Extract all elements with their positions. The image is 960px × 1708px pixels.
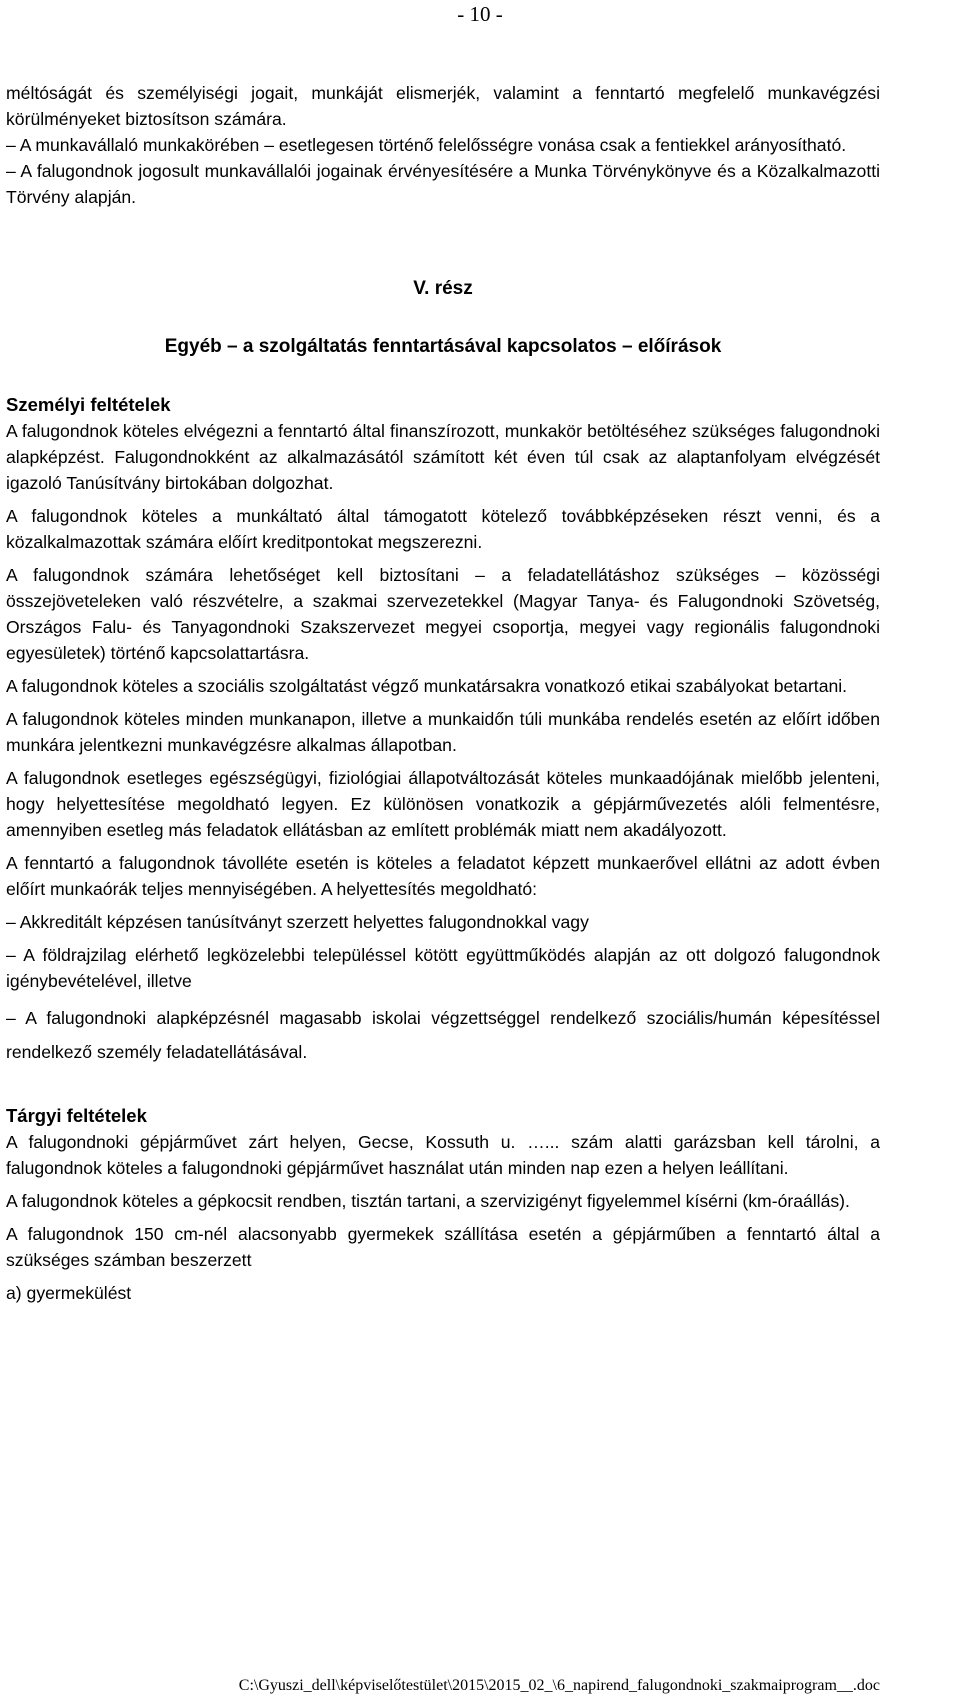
body-paragraph: A falugondnok 150 cm-nél alacsonyabb gyermekek szállítása esetén a gépjárműben a fenntartó által a szükséges számban beszerzett bbox=[6, 1224, 880, 1270]
list-item: – A földrajzilag elérhető legközelebbi településsel kötött együttműködés alapján az ott dolgozó falugondnok igénybevételével, illetve bbox=[6, 945, 880, 991]
section-heading-personal: Személyi feltételek bbox=[6, 394, 171, 415]
part-title: V. rész bbox=[413, 278, 473, 299]
body-paragraph: A falugondnoki gépjárművet zárt helyen, Gecse, Kossuth u. …... szám alatti garázsban kell tárolni, a falugondnok köteles a falugondnoki gépjárművet használat után minden nap ezen a helyen leállítani. bbox=[6, 1132, 880, 1178]
list-item: – A falugondnoki alapképzésnél magasabb iskolai végzettséggel rendelkező szociális/humán képesítéssel rendelkező személy feladatellátásával. bbox=[6, 1008, 880, 1062]
body-paragraph: A falugondnok köteles minden munkanapon, illetve a munkaidőn túli munkába rendelés esetén az előírt időben munkára jelentkezni munkavégzésre alkalmas állapotban. bbox=[6, 709, 880, 755]
body-paragraph: A fenntartó a falugondnok távolléte esetén is köteles a feladatot képzett munkaerővel ellátni az adott évben előírt munkaórák teljes mennyiségében. A helyettesítés megoldható: bbox=[6, 853, 880, 899]
body-paragraph: A falugondnok esetleges egészségügyi, fiziológiai állapotváltozását köteles munkaadójának mielőbb jelenteni, hogy helyettesítése megoldható legyen. Ez különösen vonatkozik a gépjárművezetés alóli felmentésre, amennyiben esetleg más feladatok ellátásban az említett problémák miatt nem akadályozott. bbox=[6, 768, 880, 840]
part-subtitle: Egyéb – a szolgáltatás fenntartásával kapcsolatos – előírások bbox=[164, 336, 722, 357]
document-body bbox=[6, 80, 880, 1306]
body-paragraph: A falugondnok köteles a szociális szolgáltatást végző munkatársakra vonatkozó etikai szabályokat betartani. bbox=[6, 676, 848, 696]
body-paragraph: A falugondnok köteles a munkáltató által támogatott kötelező továbbképzéseken részt venni, és a közalkalmazottak számára előírt kreditpontokat megszerezni. bbox=[6, 506, 880, 552]
body-paragraph: A falugondnok köteles elvégezni a fenntartó által finanszírozott, munkakör betöltéséhez szükséges falugondnoki alapképzést. Falugondnokként az alkalmazásától számított két éven túl csak az alaptanfolyam elvégzését igazoló Tanúsítvány birtokában dolgozhat. bbox=[6, 421, 880, 493]
section-heading-material: Tárgyi feltételek bbox=[6, 1105, 147, 1126]
footer-file-path: C:\Gyuszi_dell\képviselőtestület\2015\2015_02_\6_napirend_falugondnoki_szakmaiprogram__.doc bbox=[238, 1677, 880, 1694]
intro-paragraph: – A falugondnok jogosult munkavállalói jogainak érvényesítésére a Munka Törvénykönyve és a Közalkalmazotti Törvény alapján. bbox=[6, 161, 880, 207]
list-item: a) gyermekülést bbox=[6, 1283, 132, 1303]
intro-paragraph: – A munkavállaló munkakörében – esetlegesen történő felelősségre vonása csak a fentiekkel arányosítható. bbox=[6, 135, 847, 155]
intro-paragraph: méltóságát és személyiségi jogait, munkáját elismerjék, valamint a fenntartó megfelelő munkavégzési körülményeket biztosítson számára. bbox=[6, 83, 880, 129]
page-number: - 10 - bbox=[457, 2, 503, 26]
body-paragraph: A falugondnok számára lehetőséget kell biztosítani – a feladatellátáshoz szükséges – közösségi összejöveteleken való részvételre, a szakmai szervezetekkel (Magyar Tanya- és Falugondnoki Szövetség, Országos Falu- és Tanyagondnoki Szakszervezet megyei csoportja, megyei vagy regionális falugondnoki egyesületek) történő kapcsolattartásra. bbox=[6, 565, 880, 663]
body-paragraph: A falugondnok köteles a gépkocsit rendben, tisztán tartani, a szervizigényt figyelemmel kísérni (km-óraállás). bbox=[6, 1191, 850, 1211]
list-item: – Akkreditált képzésen tanúsítványt szerzett helyettes falugondnokkal vagy bbox=[6, 912, 589, 932]
